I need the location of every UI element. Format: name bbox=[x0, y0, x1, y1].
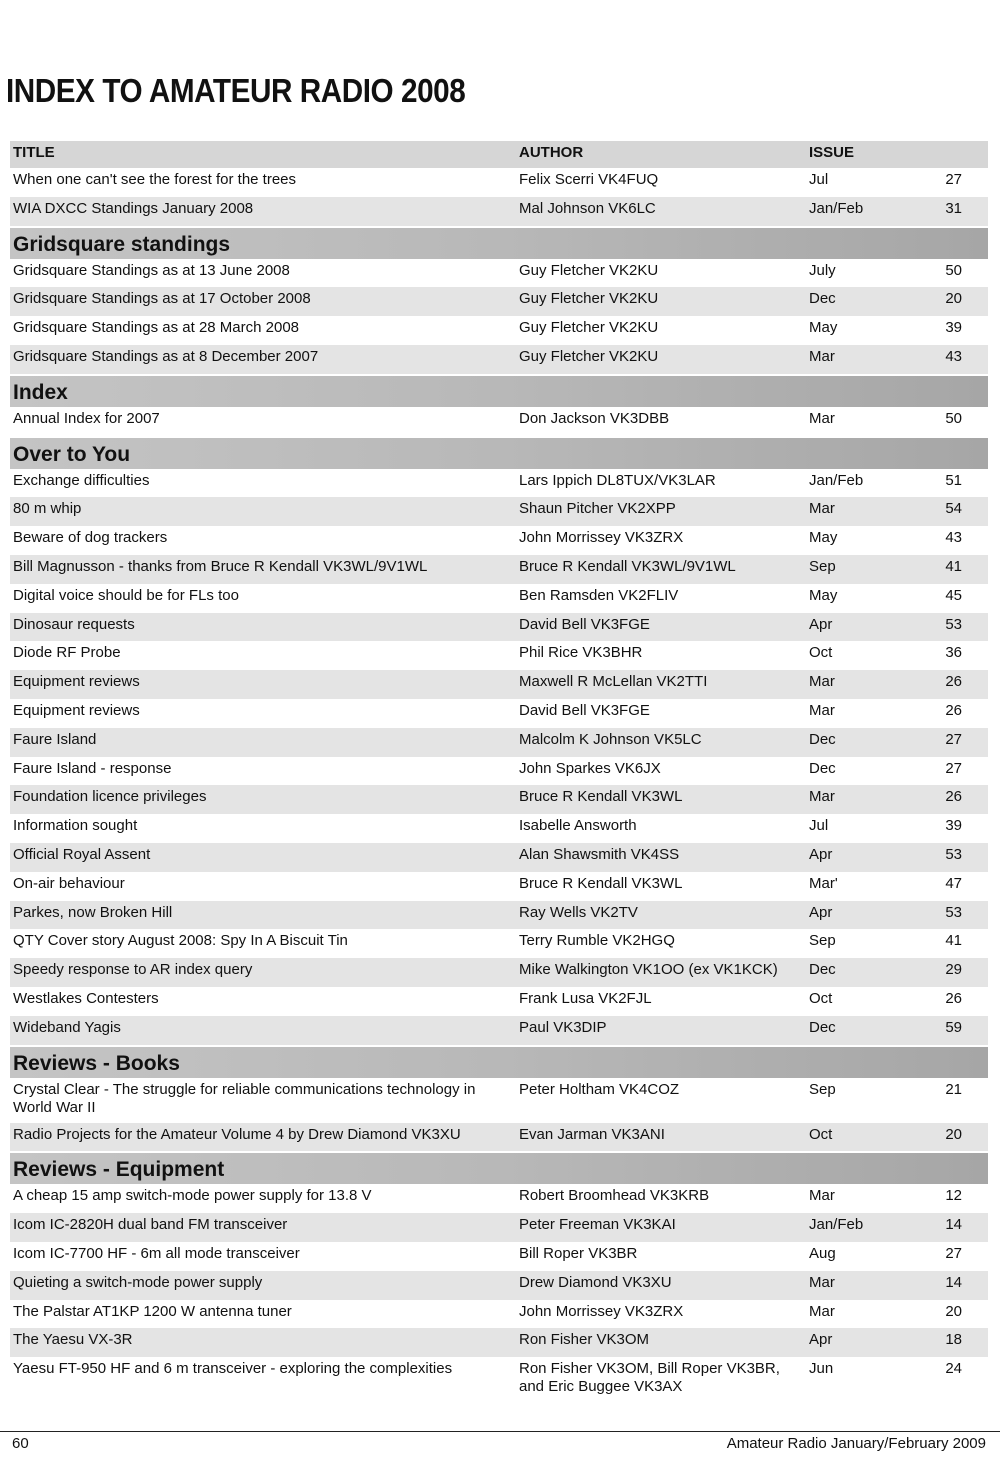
table-row bbox=[10, 1123, 988, 1152]
row-issue: Mar bbox=[809, 1187, 835, 1205]
section-heading: Gridsquare standings bbox=[10, 226, 988, 259]
row-page: 59 bbox=[945, 1018, 962, 1036]
row-page: 27 bbox=[945, 730, 962, 748]
row-issue: Mar bbox=[809, 347, 835, 365]
row-title: Gridsquare Standings as at 13 June 2008 bbox=[13, 261, 290, 279]
row-issue: Mar bbox=[809, 1302, 835, 1320]
row-issue: Mar bbox=[809, 673, 835, 691]
row-page: 26 bbox=[945, 673, 962, 691]
row-issue: July bbox=[809, 261, 836, 279]
row-issue: Apr bbox=[809, 1331, 833, 1349]
row-page: 39 bbox=[945, 817, 962, 835]
row-title: Annual Index for 2007 bbox=[13, 409, 160, 427]
row-issue: Aug bbox=[809, 1244, 836, 1262]
row-page: 51 bbox=[945, 471, 962, 489]
row-title: Wideband Yagis bbox=[13, 1018, 121, 1036]
row-author: Ron Fisher VK3OM bbox=[519, 1331, 650, 1349]
row-title: Foundation licence privileges bbox=[13, 788, 207, 806]
row-issue: May bbox=[809, 529, 838, 547]
section-heading: Reviews - Equipment bbox=[10, 1151, 988, 1184]
row-title: Westlakes Contesters bbox=[13, 989, 159, 1007]
header-title: TITLE bbox=[13, 144, 55, 161]
row-author: Peter Holtham VK4COZ bbox=[519, 1080, 680, 1098]
row-author: Guy Fletcher VK2KU bbox=[519, 347, 659, 365]
row-page: 31 bbox=[945, 199, 962, 217]
table-row bbox=[10, 699, 988, 728]
row-author: Mal Johnson VK6LC bbox=[519, 199, 656, 217]
table-row bbox=[10, 757, 988, 786]
row-page: 26 bbox=[945, 788, 962, 806]
row-page: 45 bbox=[945, 586, 962, 604]
row-author: Guy Fletcher VK2KU bbox=[519, 261, 659, 279]
row-title: Diode RF Probe bbox=[13, 644, 121, 662]
row-author: Isabelle Answorth bbox=[519, 817, 637, 835]
row-title: Exchange difficulties bbox=[13, 471, 150, 489]
row-title: Equipment reviews bbox=[13, 701, 140, 719]
table-row bbox=[10, 1184, 988, 1213]
header-author: AUTHOR bbox=[519, 144, 584, 161]
row-issue: Dec bbox=[809, 290, 836, 308]
row-author: Bruce R Kendall VK3WL bbox=[519, 788, 683, 806]
row-issue: Dec bbox=[809, 759, 836, 777]
row-issue: Sep bbox=[809, 1080, 836, 1098]
row-author: Mike Walkington VK1OO (ex VK1KCK) bbox=[519, 961, 778, 979]
row-title: When one can't see the forest for the trees bbox=[13, 171, 297, 188]
row-author: John Morrissey VK3ZRX bbox=[519, 529, 684, 547]
row-issue: Jan/Feb bbox=[809, 199, 864, 217]
row-author: Don Jackson VK3DBB bbox=[519, 409, 670, 427]
row-issue: Apr bbox=[809, 615, 833, 633]
row-page: 12 bbox=[945, 1187, 962, 1205]
table-row bbox=[10, 1242, 988, 1271]
section-heading: Index bbox=[10, 374, 988, 407]
row-author: Felix Scerri VK4FUQ bbox=[519, 171, 659, 188]
row-page: 21 bbox=[945, 1080, 962, 1098]
row-page: 20 bbox=[945, 1125, 962, 1143]
row-page: 47 bbox=[945, 874, 962, 892]
row-issue: Jan/Feb bbox=[809, 1216, 864, 1234]
table-row bbox=[10, 1213, 988, 1242]
table-row bbox=[10, 197, 988, 226]
row-page: 41 bbox=[945, 932, 962, 950]
row-issue: Dec bbox=[809, 730, 836, 748]
index-table bbox=[10, 141, 988, 1405]
row-page: 50 bbox=[945, 409, 962, 427]
row-page: 53 bbox=[945, 845, 962, 863]
row-issue: Mar bbox=[809, 788, 835, 806]
table-row bbox=[10, 901, 988, 930]
row-page: 20 bbox=[945, 1302, 962, 1320]
row-author: Lars Ippich DL8TUX/VK3LAR bbox=[519, 471, 716, 489]
row-author: Phil Rice VK3BHR bbox=[519, 644, 643, 662]
row-issue: Dec bbox=[809, 961, 836, 979]
table-row bbox=[10, 316, 988, 345]
row-title: A cheap 15 amp switch-mode power supply for 13.8 V bbox=[13, 1187, 372, 1205]
row-issue: May bbox=[809, 319, 838, 337]
row-title: Bill Magnusson - thanks from Bruce R Kendall VK3WL/9V1WL bbox=[13, 557, 428, 575]
row-title: Yaesu FT-950 HF and 6 m transceiver - exploring the complexities bbox=[13, 1360, 453, 1378]
row-issue: Mar' bbox=[809, 874, 838, 892]
row-page: 20 bbox=[945, 290, 962, 308]
page-title: INDEX TO AMATEUR RADIO 2008 bbox=[6, 72, 466, 109]
table-row bbox=[10, 1271, 988, 1300]
row-issue: Sep bbox=[809, 932, 836, 950]
row-issue: Dec bbox=[809, 1018, 836, 1036]
row-author: Robert Broomhead VK3KRB bbox=[519, 1187, 710, 1205]
row-author: Evan Jarman VK3ANI bbox=[519, 1125, 665, 1143]
table-row bbox=[10, 345, 988, 374]
row-author: Alan Shawsmith VK4SS bbox=[519, 845, 680, 863]
row-issue: Jul bbox=[809, 817, 829, 835]
page-footer bbox=[0, 1431, 1000, 1458]
row-page: 50 bbox=[945, 261, 962, 279]
row-page: 43 bbox=[945, 347, 962, 365]
table-row bbox=[10, 259, 988, 288]
table-row bbox=[10, 1300, 988, 1329]
row-title: QTY Cover story August 2008: Spy In A Biscuit Tin bbox=[13, 932, 348, 950]
row-title: Official Royal Assent bbox=[13, 845, 151, 863]
row-author: Maxwell R McLellan VK2TTI bbox=[519, 673, 708, 691]
row-page: 18 bbox=[945, 1331, 962, 1349]
table-row bbox=[10, 287, 988, 316]
row-author: John Sparkes VK6JX bbox=[519, 759, 661, 777]
table-row bbox=[10, 670, 988, 699]
row-page: 53 bbox=[945, 615, 962, 633]
row-author: Shaun Pitcher VK2XPP bbox=[519, 500, 676, 518]
row-title: On-air behaviour bbox=[13, 874, 125, 892]
row-page: 53 bbox=[945, 903, 962, 921]
row-author: Ray Wells VK2TV bbox=[519, 903, 638, 921]
table-row bbox=[10, 1016, 988, 1045]
table-row bbox=[10, 872, 988, 901]
row-title: WIA DXCC Standings January 2008 bbox=[13, 199, 254, 217]
row-issue: Apr bbox=[809, 903, 833, 921]
table-row bbox=[10, 168, 988, 197]
row-author: Ben Ramsden VK2FLIV bbox=[519, 586, 679, 604]
footer-page-number: 60 bbox=[12, 1435, 29, 1452]
row-page: 27 bbox=[945, 759, 962, 777]
row-author: Terry Rumble VK2HGQ bbox=[519, 932, 675, 950]
row-title: Equipment reviews bbox=[13, 673, 140, 691]
row-issue: Oct bbox=[809, 644, 833, 662]
footer-magazine-issue: Amateur Radio January/February 2009 bbox=[726, 1435, 986, 1452]
row-page: 27 bbox=[945, 171, 962, 188]
row-author: Guy Fletcher VK2KU bbox=[519, 319, 659, 337]
row-title: Icom IC-2820H dual band FM transceiver bbox=[13, 1216, 288, 1234]
row-issue: Mar bbox=[809, 1273, 835, 1291]
table-header bbox=[10, 141, 988, 168]
row-page: 26 bbox=[945, 701, 962, 719]
row-page: 29 bbox=[945, 961, 962, 979]
table-row bbox=[10, 641, 988, 670]
row-page: 43 bbox=[945, 529, 962, 547]
row-title: Faure Island - response bbox=[13, 759, 172, 777]
row-issue: Jul bbox=[809, 171, 829, 188]
row-issue: Jan/Feb bbox=[809, 471, 864, 489]
table-row bbox=[10, 526, 988, 555]
table-row bbox=[10, 814, 988, 843]
row-issue: Mar bbox=[809, 701, 835, 719]
row-title: Faure Island bbox=[13, 730, 97, 748]
row-title: Parkes, now Broken Hill bbox=[13, 903, 173, 921]
table-row bbox=[10, 407, 988, 436]
table-row bbox=[10, 1078, 988, 1123]
row-author: Ron Fisher VK3OM, Bill Roper VK3BR, and Eric Buggee VK3AX bbox=[519, 1360, 780, 1396]
row-author: John Morrissey VK3ZRX bbox=[519, 1302, 684, 1320]
row-title: The Yaesu VX-3R bbox=[13, 1331, 133, 1349]
row-author: Drew Diamond VK3XU bbox=[519, 1273, 672, 1291]
row-page: 27 bbox=[945, 1244, 962, 1262]
header-issue: ISSUE bbox=[809, 144, 855, 161]
row-page: 41 bbox=[945, 557, 962, 575]
table-row bbox=[10, 584, 988, 613]
row-issue: Oct bbox=[809, 989, 833, 1007]
row-title: Digital voice should be for FLs too bbox=[13, 586, 239, 604]
table-row bbox=[10, 958, 988, 987]
row-issue: Jun bbox=[809, 1360, 834, 1378]
row-issue: Sep bbox=[809, 557, 836, 575]
row-page: 14 bbox=[945, 1273, 962, 1291]
table-row bbox=[10, 728, 988, 757]
row-author: Guy Fletcher VK2KU bbox=[519, 290, 659, 308]
row-author: Malcolm K Johnson VK5LC bbox=[519, 730, 702, 748]
row-author: Frank Lusa VK2FJL bbox=[519, 989, 652, 1007]
row-title: Dinosaur requests bbox=[13, 615, 135, 633]
row-title: Radio Projects for the Amateur Volume 4 by Drew Diamond VK3XU bbox=[13, 1125, 461, 1143]
row-issue: May bbox=[809, 586, 838, 604]
table-row bbox=[10, 987, 988, 1016]
row-title: Crystal Clear - The struggle for reliable communications technology in World War II bbox=[13, 1080, 476, 1116]
table-row bbox=[10, 469, 988, 498]
row-title: Speedy response to AR index query bbox=[13, 961, 253, 979]
table-row bbox=[10, 843, 988, 872]
row-title: Icom IC-7700 HF - 6m all mode transceiver bbox=[13, 1244, 300, 1262]
row-issue: Apr bbox=[809, 845, 833, 863]
row-author: David Bell VK3FGE bbox=[519, 701, 650, 719]
row-author: Paul VK3DIP bbox=[519, 1018, 607, 1036]
row-title: Information sought bbox=[13, 817, 138, 835]
row-issue: Oct bbox=[809, 1125, 833, 1143]
row-author: Peter Freeman VK3KAI bbox=[519, 1216, 676, 1234]
table-row bbox=[10, 497, 988, 526]
row-title: Quieting a switch-mode power supply bbox=[13, 1273, 263, 1291]
row-title: Gridsquare Standings as at 17 October 2008 bbox=[13, 290, 311, 308]
row-title: Beware of dog trackers bbox=[13, 529, 168, 547]
section-heading: Over to You bbox=[10, 436, 988, 469]
row-author: Bill Roper VK3BR bbox=[519, 1244, 638, 1262]
row-author: David Bell VK3FGE bbox=[519, 615, 650, 633]
row-issue: Mar bbox=[809, 500, 835, 518]
row-title: Gridsquare Standings as at 8 December 2007 bbox=[13, 347, 319, 365]
row-page: 39 bbox=[945, 319, 962, 337]
section-heading: Reviews - Books bbox=[10, 1045, 988, 1078]
table-row bbox=[10, 613, 988, 642]
row-author: Bruce R Kendall VK3WL/9V1WL bbox=[519, 557, 736, 575]
row-page: 54 bbox=[945, 500, 962, 518]
row-page: 26 bbox=[945, 989, 962, 1007]
row-page: 36 bbox=[945, 644, 962, 662]
table-row bbox=[10, 929, 988, 958]
row-title: 80 m whip bbox=[13, 500, 82, 518]
row-title: The Palstar AT1KP 1200 W antenna tuner bbox=[13, 1302, 292, 1320]
row-page: 24 bbox=[945, 1360, 962, 1378]
row-author: Bruce R Kendall VK3WL bbox=[519, 874, 683, 892]
table-row bbox=[10, 555, 988, 584]
table-row bbox=[10, 1357, 988, 1405]
row-page: 14 bbox=[945, 1216, 962, 1234]
table-row bbox=[10, 785, 988, 814]
row-issue: Mar bbox=[809, 409, 835, 427]
table-row bbox=[10, 1328, 988, 1357]
row-title: Gridsquare Standings as at 28 March 2008 bbox=[13, 319, 300, 337]
